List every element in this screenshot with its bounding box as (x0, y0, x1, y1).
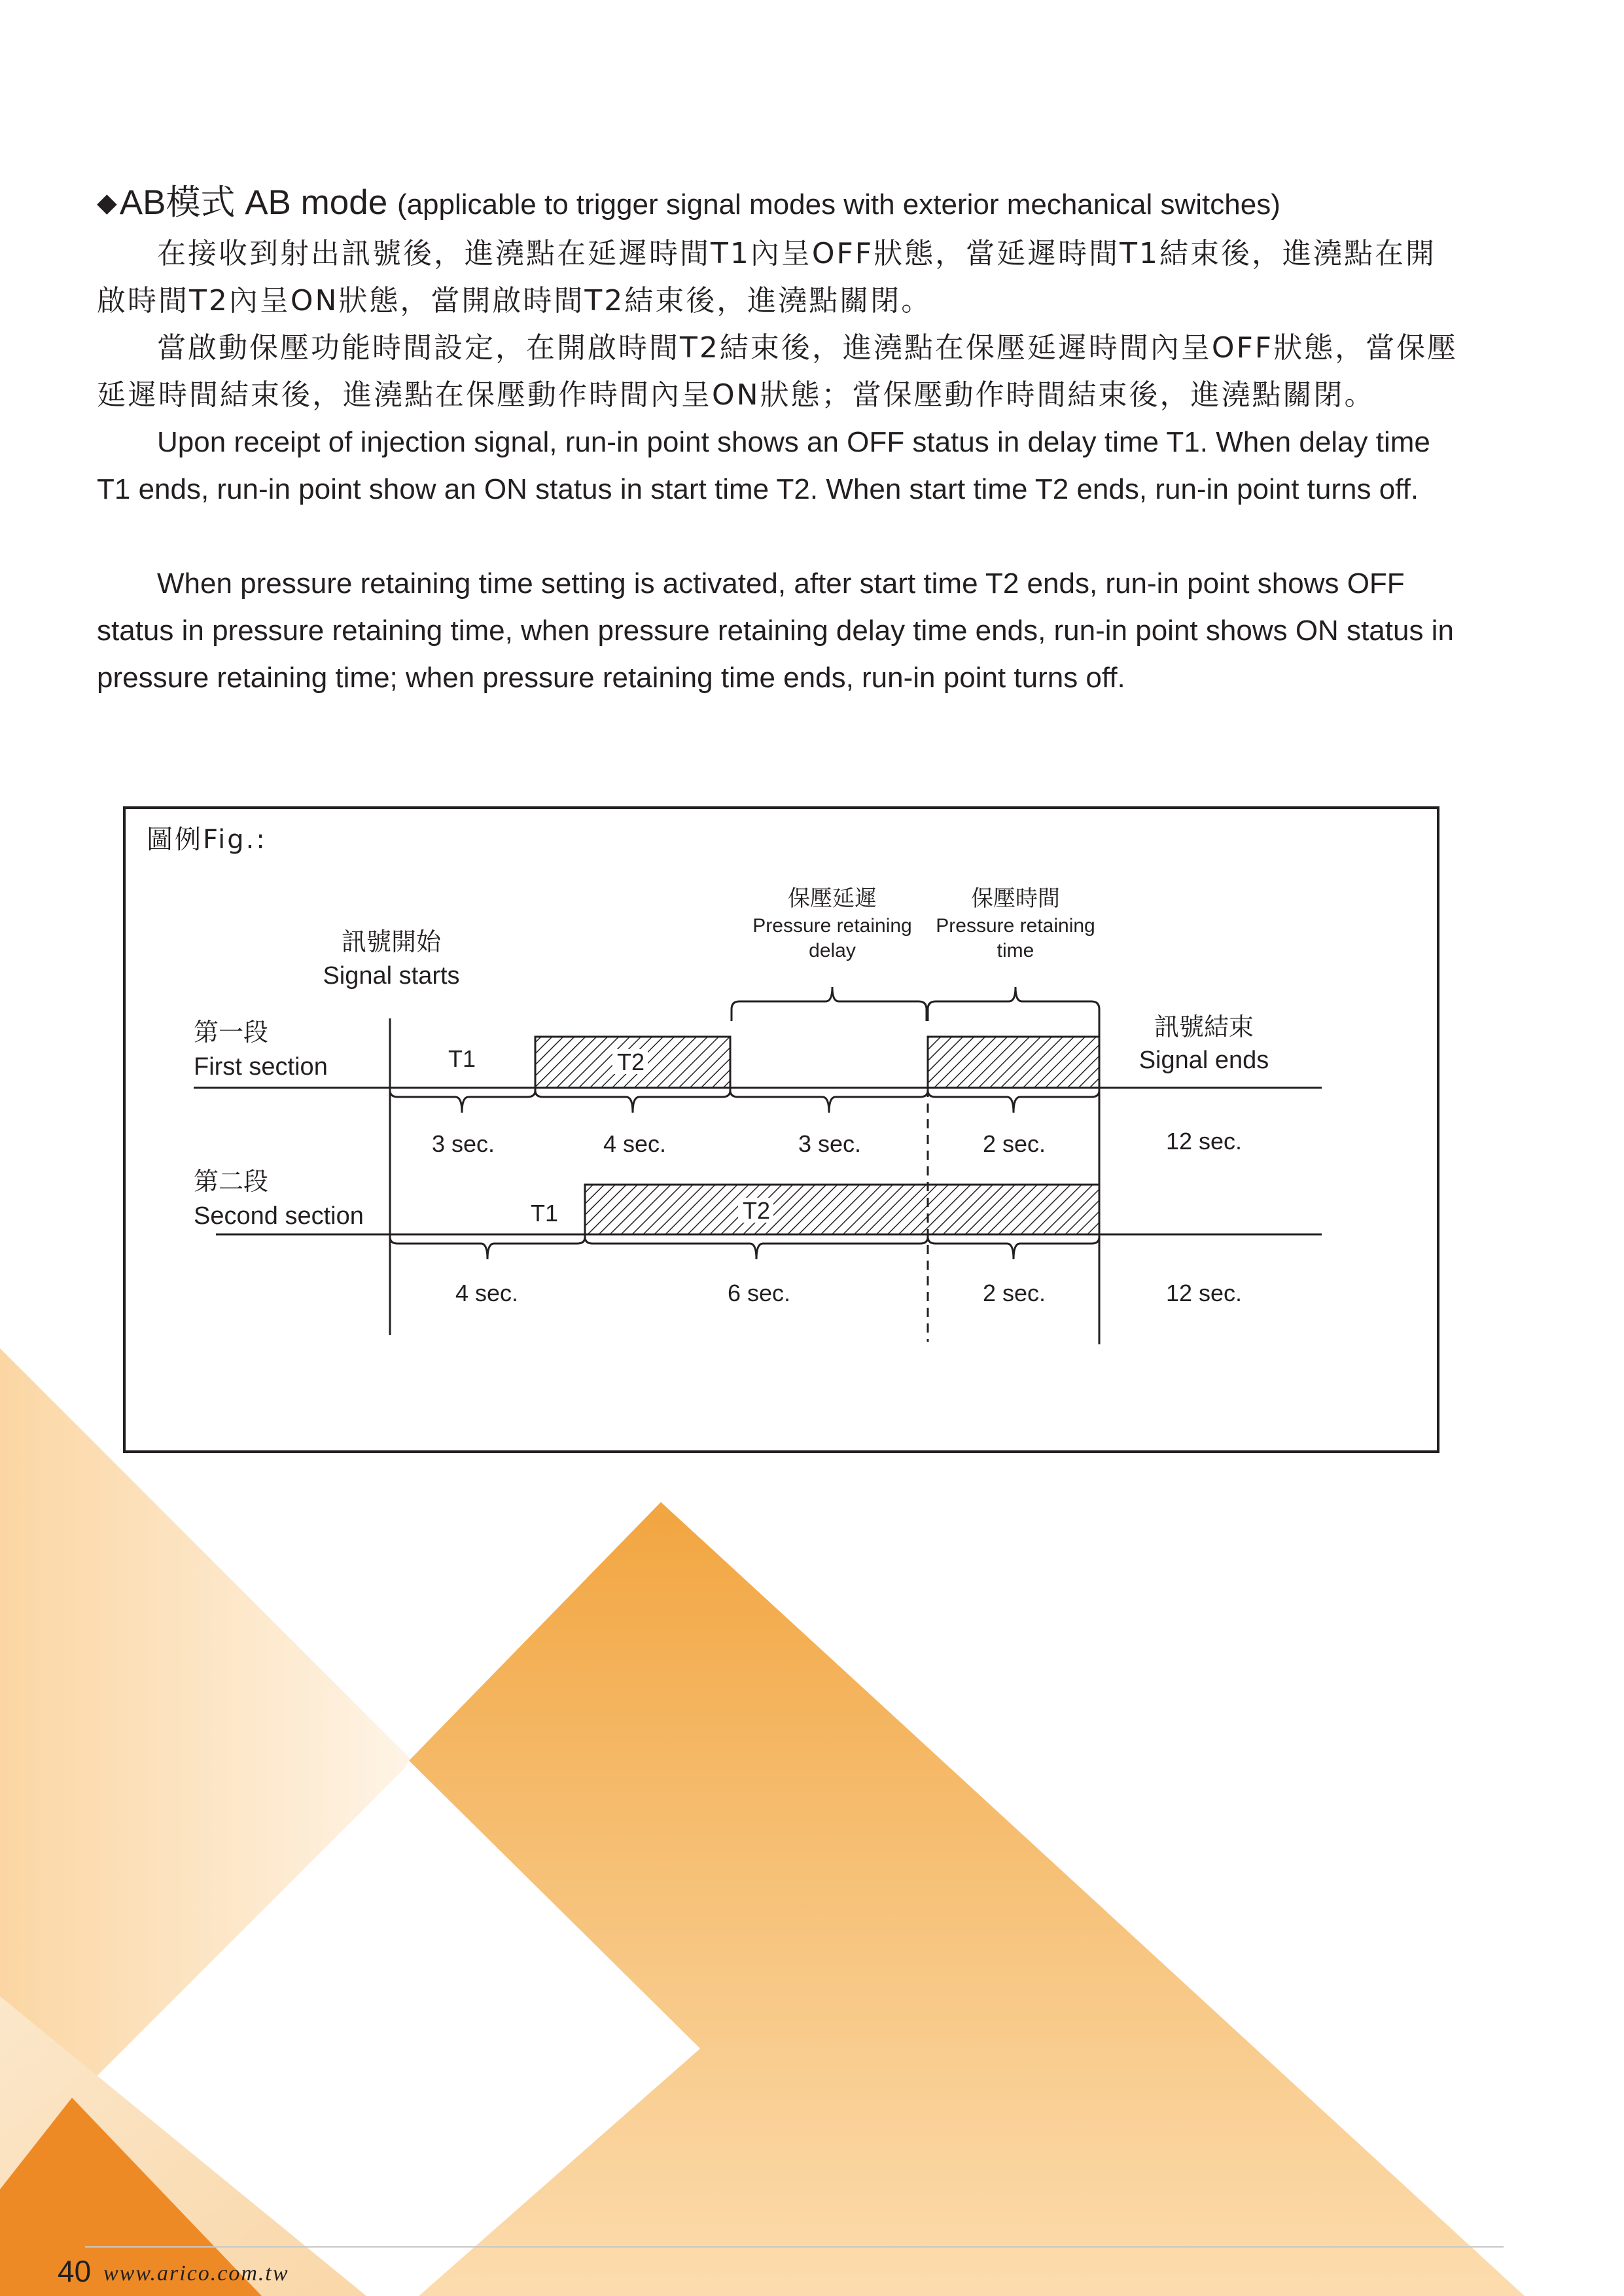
first-t2-label: T2 (616, 1049, 645, 1075)
heading-title: AB模式 AB mode (119, 183, 388, 222)
paragraph-zh-2-text: 當啟動保壓功能時間設定，在開啟時間T2結束後，進澆點在保壓延遲時間內呈OFF狀態，當保壓延遲時間結束後，進澆點在保壓動作時間內呈ON狀態；當保壓動作時間結束後，進澆點關閉。 (97, 331, 1458, 412)
brace-first-1 (390, 1088, 535, 1113)
pr-delay-en-2: delay (809, 940, 856, 961)
pr-time-en-1: Pressure retaining (936, 915, 1095, 937)
pr-delay-zh: 保壓延遲 (788, 886, 877, 911)
paragraph-en-2-text: When pressure retaining time setting is activated, after start time T2 ends, run-in point shows OFF status in pressure retaining time, when pressure retaining delay time ends, run-in point shows ON status in pressure retaining time; when pressure retaining time ends, run-in point turns off. (97, 567, 1454, 694)
brace-first-4 (928, 1088, 1099, 1113)
brace-second-3 (928, 1234, 1099, 1259)
second-duration-2: 6 sec. (727, 1280, 791, 1306)
pr-time-en-2: time (997, 940, 1034, 961)
second-duration-4: 12 sec. (1165, 1280, 1243, 1306)
first-pr-pulse (928, 1037, 1099, 1088)
signal-start-en: Signal starts (323, 962, 460, 990)
brace-first-2 (535, 1088, 730, 1113)
signal-start-zh: 訊號開始 (341, 929, 442, 956)
diamond-bullet-icon: ◆ (97, 188, 117, 217)
first-duration-3: 3 sec. (798, 1130, 862, 1157)
first-duration-1: 3 sec. (431, 1130, 495, 1157)
first-duration-5: 12 sec. (1165, 1128, 1243, 1155)
second-t1-label: T1 (530, 1200, 559, 1227)
brace-second-2 (585, 1234, 928, 1259)
signal-end-en: Signal ends (1139, 1047, 1269, 1074)
second-t2-label: T2 (742, 1197, 771, 1224)
paragraph-zh-1-text: 在接收到射出訊號後，進澆點在延遲時間T1內呈OFF狀態，當延遲時間T1結束後，進澆點在開啟時間T2內呈ON狀態，當開啟時間T2結束後，進澆點關閉。 (97, 237, 1436, 317)
second-section-en: Second section (194, 1202, 364, 1230)
first-section-zh: 第一段 (194, 1019, 269, 1047)
figure-title: 圖例Fig.: (147, 825, 267, 855)
brace-pr-time (928, 987, 1099, 1021)
first-t1-label: T1 (448, 1045, 476, 1072)
first-duration-4: 2 sec. (982, 1130, 1046, 1157)
first-duration-2: 4 sec. (603, 1130, 667, 1157)
second-duration-1: 4 sec. (455, 1280, 519, 1306)
page-number: 40 (58, 2254, 92, 2288)
heading-subtitle: (applicable to trigger signal modes with exterior mechanical switches) (397, 188, 1280, 221)
website-url[interactable]: www.arico.com.tw (103, 2261, 289, 2286)
second-section-zh: 第二段 (194, 1168, 269, 1196)
brace-second-1 (390, 1234, 585, 1259)
brace-pr-delay (732, 987, 927, 1021)
first-section-en: First section (194, 1053, 328, 1081)
footer-divider (85, 2246, 1504, 2248)
second-t2-pulse (585, 1185, 1099, 1234)
pr-time-zh: 保壓時間 (971, 886, 1060, 911)
signal-end-zh: 訊號結束 (1154, 1014, 1254, 1041)
pr-delay-en-1: Pressure retaining (752, 915, 912, 937)
brace-first-3 (730, 1088, 928, 1113)
second-duration-3: 2 sec. (982, 1280, 1046, 1306)
paragraph-en-1-text: Upon receipt of injection signal, run-in point shows an OFF status in delay time T1. When delay time T1 ends, run-in point show an ON status in start time T2. When start time T2 ends, run-in point turns off. (97, 426, 1430, 505)
